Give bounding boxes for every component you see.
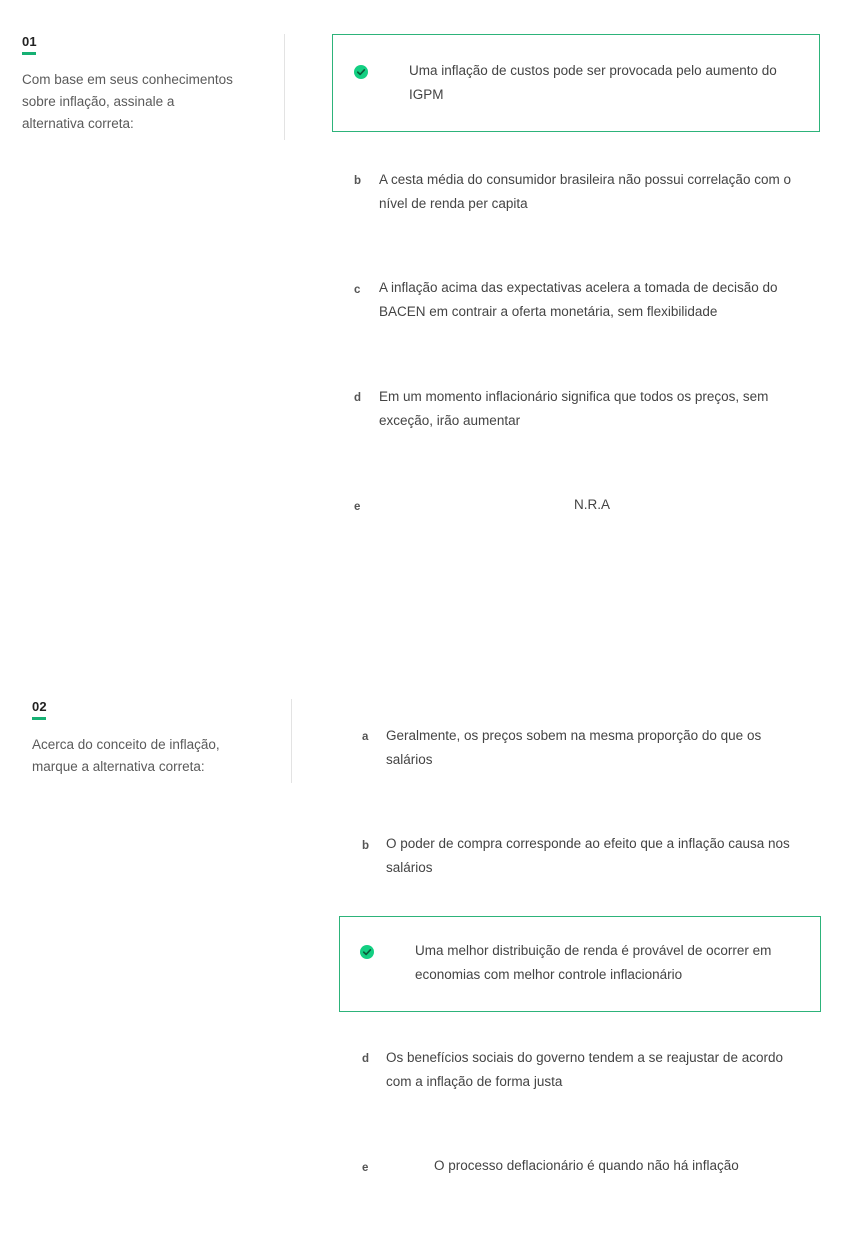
alternative-d[interactable] xyxy=(332,384,820,444)
question-prompt: Com base em seus conhecimentos sobre inflação, assinale a alternativa correta: xyxy=(22,72,233,131)
alternative-letter: c xyxy=(354,284,361,296)
question-divider xyxy=(284,34,285,140)
check-circle-icon xyxy=(360,945,374,959)
alternative-letter: d xyxy=(362,1053,370,1065)
alternative-c-correct[interactable] xyxy=(339,916,821,1012)
alternative-text: N.R.A xyxy=(574,497,611,512)
question-header xyxy=(32,699,272,778)
alternative-b[interactable] xyxy=(339,832,821,892)
question-number: 02 xyxy=(32,699,47,714)
alternative-e[interactable] xyxy=(339,1154,821,1184)
alternative-letter: a xyxy=(362,731,369,743)
question-header xyxy=(22,34,262,135)
alternative-text: O poder de compra corresponde ao efeito que a inflação causa nos salários xyxy=(386,836,790,875)
question-divider xyxy=(291,699,292,783)
question-prompt: Acerca do conceito de inflação, marque a alternativa correta: xyxy=(32,737,220,774)
alternative-d[interactable] xyxy=(339,1046,821,1106)
alternative-letter: e xyxy=(354,501,361,513)
alternative-letter: b xyxy=(362,840,370,852)
alternative-letter: e xyxy=(362,1162,369,1174)
alternative-letter: b xyxy=(354,175,362,187)
alternative-e[interactable] xyxy=(332,492,820,522)
question-number-underline xyxy=(32,717,46,720)
check-circle-icon xyxy=(354,65,368,79)
question-number-underline xyxy=(22,52,36,55)
question-number: 01 xyxy=(22,34,37,49)
alternative-text: O processo deflacionário é quando não há inflação xyxy=(434,1158,739,1173)
alternative-text: A cesta média do consumidor brasileira não possui correlação com o nível de renda per capita xyxy=(379,172,791,211)
alternative-text: Os benefícios sociais do governo tendem a se reajustar de acordo com a inflação de forma justa xyxy=(386,1050,783,1089)
alternative-a-correct[interactable] xyxy=(332,34,820,132)
alternative-text: A inflação acima das expectativas acelera a tomada de decisão do BACEN em contrair a oferta monetária, sem flexibilidade xyxy=(379,280,778,319)
alternative-text: Uma inflação de custos pode ser provocada pelo aumento do IGPM xyxy=(409,63,777,102)
alternative-letter: d xyxy=(354,392,362,404)
alternative-text: Geralmente, os preços sobem na mesma proporção do que os salários xyxy=(386,728,762,767)
alternative-a[interactable] xyxy=(339,724,821,784)
alternative-text: Uma melhor distribuição de renda é provável de ocorrer em economias com melhor controle inflacionário xyxy=(415,943,772,982)
alternative-c[interactable] xyxy=(332,275,820,335)
alternative-b[interactable] xyxy=(332,166,820,226)
alternative-text: Em um momento inflacionário significa que todos os preços, sem exceção, irão aumentar xyxy=(379,389,769,428)
